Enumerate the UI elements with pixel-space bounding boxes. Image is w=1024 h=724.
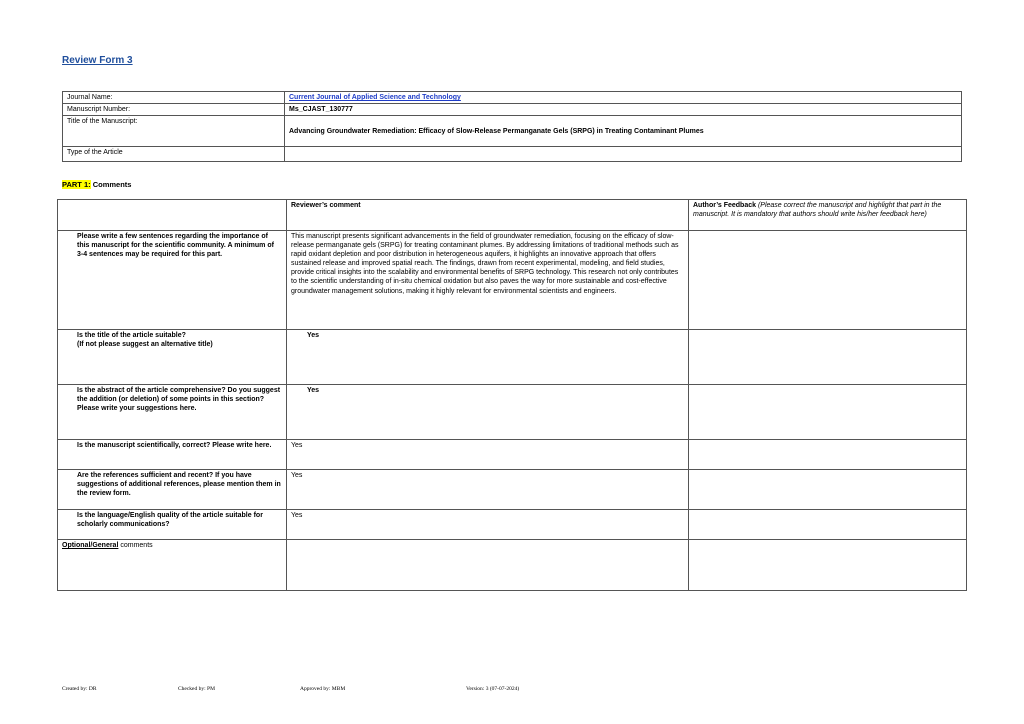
- optional-comments-author[interactable]: [689, 540, 967, 591]
- answer-abstract: Yes: [287, 385, 689, 440]
- journal-value: [285, 92, 962, 104]
- question-references: Are the references sufficient and recent? If you have suggestions of additional references, please mention them in the review form.: [58, 470, 287, 510]
- author-feedback-header-title: Author’s Feedback: [693, 202, 757, 209]
- journal-link[interactable]: Current Journal of Applied Science and Technology: [289, 94, 461, 101]
- footer-approved: Approved by: MBM: [300, 686, 346, 692]
- part-label: PART 1:: [62, 180, 91, 189]
- feedback-scientific[interactable]: [689, 440, 967, 470]
- optional-general-label: Optional/General: [62, 542, 119, 549]
- optional-comments-suffix: comments: [118, 542, 153, 549]
- manuscript-title-label: Title of the Manuscript:: [63, 116, 285, 147]
- form-title: Review Form 3: [62, 55, 133, 66]
- manuscript-title-value: Advancing Groundwater Remediation: Efficacy of Slow-Release Permanganate Gels (SRPG) in Treating Contaminant Plumes: [285, 116, 962, 147]
- footer-version: Version: 3 (07-07-2024): [466, 686, 520, 692]
- comments-table: [57, 199, 967, 591]
- feedback-references[interactable]: [689, 470, 967, 510]
- answer-title: Yes: [287, 330, 689, 385]
- manuscript-number-value: Ms_CJAST_130777: [285, 104, 962, 116]
- optional-comments-label: [58, 540, 287, 591]
- question-abstract: Is the abstract of the article comprehensive? Do you suggest the addition (or deletion) of some points in this section? Please write your suggestions here.: [58, 385, 287, 440]
- feedback-abstract[interactable]: [689, 385, 967, 440]
- optional-comments-reviewer[interactable]: [287, 540, 689, 591]
- feedback-language[interactable]: [689, 510, 967, 540]
- answer-language: Yes: [287, 510, 689, 540]
- question-language: Is the language/English quality of the article suitable for scholarly communications?: [58, 510, 287, 540]
- manuscript-info-table: [62, 91, 962, 162]
- footer-created: Created by: DR: [62, 686, 97, 692]
- journal-label: Journal Name:: [63, 92, 285, 104]
- manuscript-number-label: Manuscript Number:: [63, 104, 285, 116]
- feedback-importance[interactable]: [689, 231, 967, 330]
- question-importance: Please write a few sentences regarding the importance of this manuscript for the scientific community. A minimum of 3-4 sentences may be required for this part.: [58, 231, 287, 330]
- answer-references: Yes: [287, 470, 689, 510]
- author-feedback-header-note: (Please correct the manuscript and highlight that part in the manuscript. It is mandatory that authors should write his/her feedback here): [693, 202, 942, 219]
- answer-scientific: Yes: [287, 440, 689, 470]
- reviewer-comment-header: Reviewer’s comment: [287, 200, 689, 231]
- question-title: Is the title of the article suitable? (If not please suggest an alternative title): [58, 330, 287, 385]
- header-blank-cell: [58, 200, 287, 231]
- author-feedback-header: [689, 200, 967, 231]
- part-heading: [62, 180, 131, 189]
- footer-checked: Checked by: PM: [178, 686, 215, 692]
- article-type-value[interactable]: [285, 147, 962, 162]
- feedback-title[interactable]: [689, 330, 967, 385]
- part-suffix: Comments: [90, 180, 132, 189]
- article-type-label: Type of the Article: [63, 147, 285, 162]
- answer-importance: This manuscript presents significant advancements in the field of groundwater remediation, focusing on the efficacy of slow-release permanganate gels (SRPG) for treating contaminant plumes. By addressing limitations of traditional methods such as rapid oxidant depletion and poor distribution in heterogeneous aquifers, it highlights an innovative approach that offers sustained release and improved spatial reach. The findings, drawn from recent experimental, modeling, and field studies, provide critical insights into the scalability and environmental benefits of SRPG technology. This research not only contributes to the scientific understanding of in-situ chemical oxidation but also paves the way for more sustainable and cost-effective groundwater management solutions, making it highly relevant for environmental scientists and engineers.: [287, 231, 689, 330]
- question-scientific: Is the manuscript scientifically, correct? Please write here.: [58, 440, 287, 470]
